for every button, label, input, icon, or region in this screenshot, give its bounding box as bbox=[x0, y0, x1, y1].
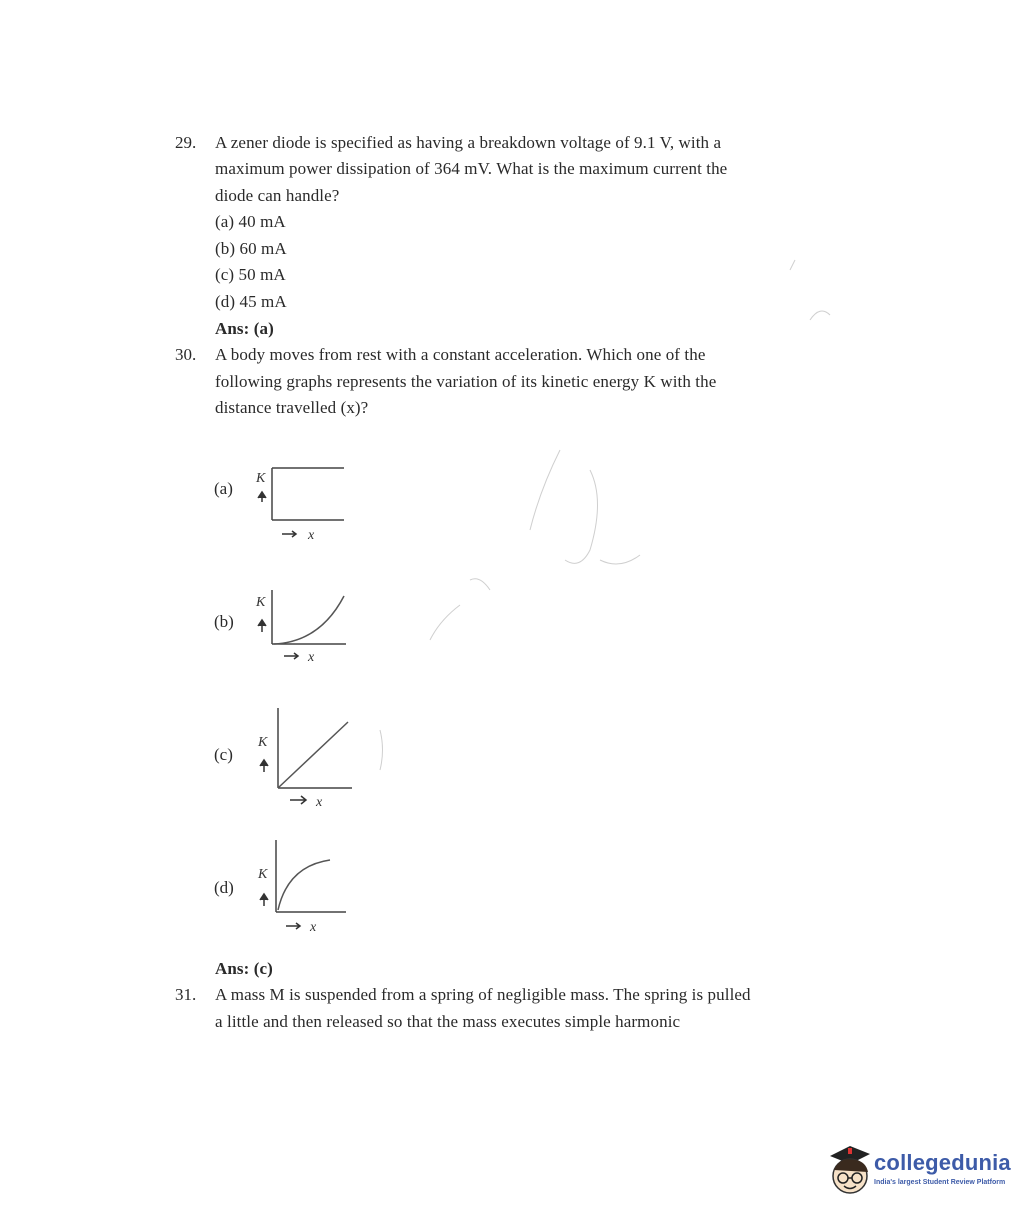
q29-text-line-3: diode can handle? bbox=[215, 186, 340, 205]
graph-b-x-label: x bbox=[308, 650, 315, 665]
graph-d-x-arrow bbox=[286, 923, 300, 929]
graph-c-y-arrow bbox=[260, 760, 268, 772]
q30-graph-b-label: (b) bbox=[214, 612, 234, 631]
graph-c-curve bbox=[278, 722, 348, 788]
q30-graph-b bbox=[250, 590, 360, 670]
q30-text-line-3: distance travelled (x)? bbox=[215, 398, 369, 417]
q29-option-d: (d) 45 mA bbox=[215, 292, 287, 311]
q31-text-line-1: A mass M is suspended from a spring of negligible mass. The spring is pulled bbox=[215, 985, 751, 1004]
q30-graph-d-label: (d) bbox=[214, 878, 234, 897]
graph-d-curve bbox=[278, 860, 330, 910]
collegedunia-brand: collegedunia bbox=[874, 1150, 1011, 1175]
q30-graph-c-label: (c) bbox=[214, 745, 233, 764]
graph-a-y-arrow bbox=[258, 492, 266, 502]
graph-a-y-label: K bbox=[256, 471, 266, 486]
graph-c-x-label: x bbox=[316, 795, 323, 810]
graph-d-y-label: K bbox=[258, 867, 268, 882]
q30-graph-a bbox=[250, 468, 360, 548]
graph-b-curve bbox=[274, 596, 344, 644]
graph-b-x-arrow bbox=[284, 653, 298, 659]
collegedunia-mascot-icon bbox=[824, 1140, 874, 1200]
graph-d-x-label: x bbox=[310, 920, 317, 935]
q29-option-c: (c) 50 mA bbox=[215, 265, 286, 284]
graph-c-x-arrow bbox=[290, 796, 306, 804]
q30-graph-a-label: (a) bbox=[214, 479, 233, 498]
q30-answer: Ans: (c) bbox=[215, 959, 273, 978]
q29-text-line-2: maximum power dissipation of 364 mV. What is the maximum current the bbox=[215, 159, 728, 178]
q29-option-b: (b) 60 mA bbox=[215, 239, 287, 258]
q30-text-line-2: following graphs represents the variation of its kinetic energy K with the bbox=[215, 372, 717, 391]
graph-a-x-label: x bbox=[308, 528, 315, 543]
graph-b-y-arrow bbox=[258, 620, 266, 632]
q29-number: 29. bbox=[175, 133, 197, 152]
graph-a-x-arrow bbox=[282, 531, 296, 537]
q30-graph-d bbox=[250, 840, 360, 940]
q29-text-line-1: A zener diode is specified as having a breakdown voltage of 9.1 V, with a bbox=[215, 133, 722, 152]
q30-text-line-1: A body moves from rest with a constant acceleration. Which one of the bbox=[215, 345, 706, 364]
graph-b-y-label: K bbox=[256, 595, 266, 610]
q30-number: 30. bbox=[175, 345, 197, 364]
q31-number: 31. bbox=[175, 985, 197, 1004]
graph-d-y-arrow bbox=[260, 894, 268, 906]
q31-text-line-2: a little and then released so that the mass executes simple harmonic bbox=[215, 1012, 681, 1031]
q30-graph-c bbox=[250, 708, 360, 808]
q29-answer: Ans: (a) bbox=[215, 319, 274, 338]
q29-option-a: (a) 40 mA bbox=[215, 212, 286, 231]
collegedunia-tagline: India's largest Student Review Platform bbox=[874, 1179, 1006, 1186]
graph-c-y-label: K bbox=[258, 735, 268, 750]
